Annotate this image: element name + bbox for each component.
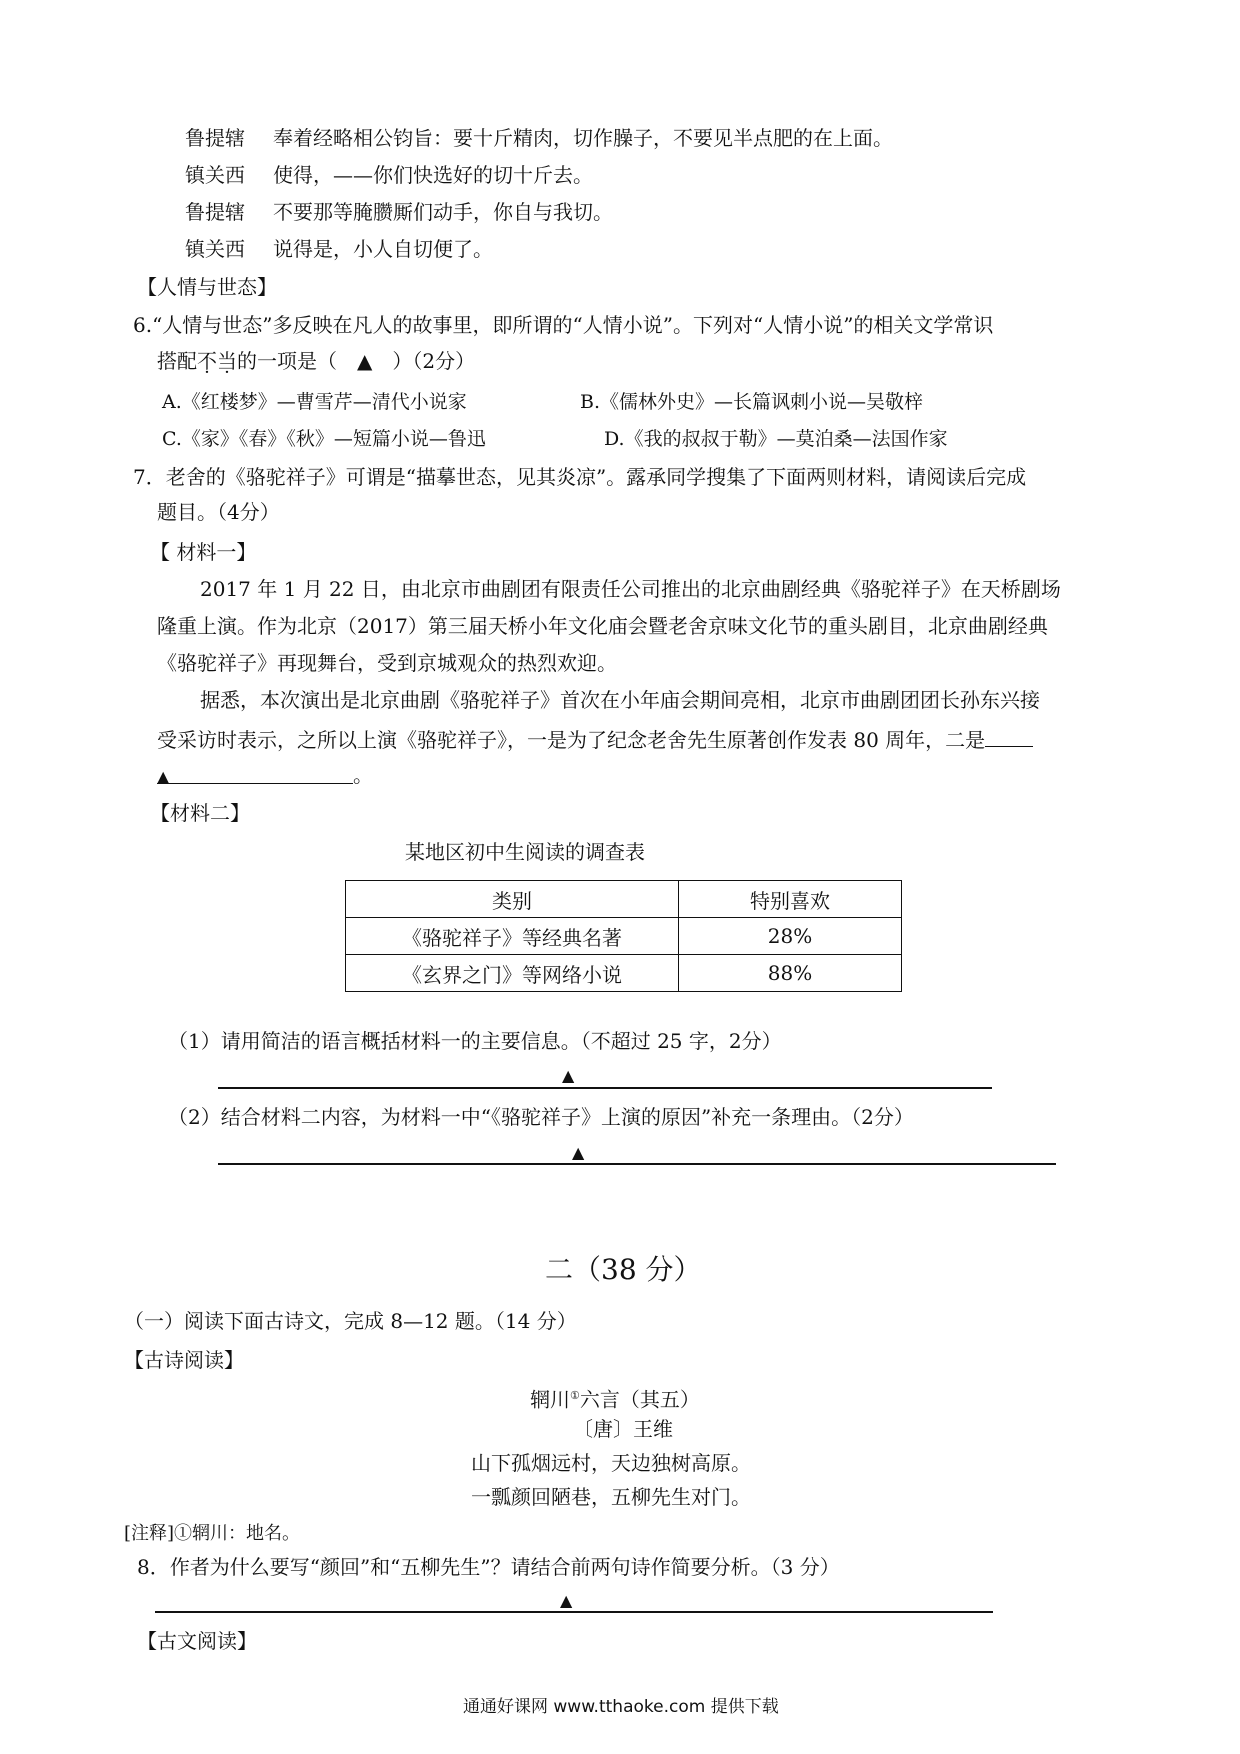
sub-question-2: （2）结合材料二内容，为材料一中“《骆驼祥子》上演的原因”补充一条理由。（2分） [168,1105,914,1129]
table-header-cell: 特别喜欢 [679,881,902,918]
answer-line-3[interactable] [155,1611,993,1613]
section-heading-renqing: 【人情与世态】 [137,275,277,299]
table-row [346,918,902,955]
table-row [346,955,902,992]
poem-author: 〔唐〕王维 [573,1417,673,1441]
material-1-para-2-line-3 [157,761,373,789]
poem-title-text-b: 六言（其五） [579,1387,700,1412]
question-6-line-1: 6.“人情与世态”多反映在凡人的故事里，即所谓的“人情小说”。下列对“人情小说”的相关文学常识 [133,313,994,337]
poem-title [530,1382,700,1414]
answer-blank[interactable] [985,724,1033,747]
answer-triangle-3: ▲ [560,1591,573,1610]
option-d: D.《我的叔叔于勒》—莫泊桑—法国作家 [604,428,948,450]
table-cell: 88% [679,955,902,992]
dialogue-line-3 [185,198,613,226]
poem-title-text-a: 辋川 [530,1387,570,1412]
dialogue-line-1 [185,124,893,152]
poem-line-1: 山下孤烟远村，天边独树高原。 [471,1451,751,1475]
dialogue-line-4 [185,235,493,263]
question-6-line-2 [157,347,475,375]
triangle-marker: ▲ [157,767,170,786]
dialogue-text: 不要那等腌臜厮们动手，你自与我切。 [273,200,613,224]
speaker: 镇关西 [185,237,245,261]
part-2-intro: （一）阅读下面古诗文，完成 8—12 题。（14 分） [124,1309,577,1333]
material-1-para-1-line-2: 隆重上演。作为北京（2017）第三届天桥小年文化庙会暨老舍京味文化节的重头剧目，北京曲剧经典 [157,614,1048,638]
para-text: 受采访时表示，之所以上演《骆驼祥子》，一是为了纪念老舍先生原著创作发表 80 周年，二是 [157,728,986,752]
table-header-cell: 类别 [346,881,679,918]
poem-note: [注释]①辋川：地名。 [124,1523,301,1544]
question-7-line-2: 题目。（4分） [157,500,280,524]
dialogue-text: 奉着经略相公钧旨：要十斤精肉，切作臊子，不要见半点肥的在上面。 [273,126,893,150]
dialogue-line-2 [185,161,593,189]
page-footer: 通通好课网 www.tthaoke.com 提供下载 [463,1697,779,1717]
table-cell: 《玄界之门》等网络小说 [346,955,679,992]
emphasis-char-dang: 当 [217,349,237,373]
speaker: 鲁提辖 [185,126,245,150]
q6-text-pre: 搭配 [157,349,197,373]
option-a: A.《红楼梦》—曹雪芹—清代小说家 [162,391,467,413]
answer-triangle-2: ▲ [572,1143,585,1162]
question-7-line-1: 7．老舍的《骆驼祥子》可谓是“描摹世态，见其炎凉”。露承同学搜集了下面两则材料，请阅读后完成 [133,465,1027,489]
material-1-label: 【 材料一】 [150,540,257,564]
period: 。 [353,763,373,787]
section-heading-poem: 【古诗阅读】 [124,1348,244,1372]
table-cell: 28% [679,918,902,955]
material-1-para-2-line-1: 据悉，本次演出是北京曲剧《骆驼祥子》首次在小年庙会期间亮相，北京市曲剧团团长孙东兴接 [200,688,1040,712]
option-b: B.《儒林外史》—长篇讽刺小说—吴敬梓 [580,391,924,413]
answer-triangle-1: ▲ [562,1066,575,1085]
answer-blank-triangle[interactable] [157,761,353,784]
footnote-marker: ① [570,1389,580,1402]
survey-table [345,880,902,992]
speaker: 镇关西 [185,163,245,187]
table-title: 某地区初中生阅读的调查表 [405,840,645,864]
option-c: C.《家》《春》《秋》—短篇小说—鲁迅 [162,428,486,450]
part-2-heading: 二（38 分） [545,1253,702,1286]
answer-line-2[interactable] [218,1163,1056,1165]
emphasis-char-bu: 不 [197,349,217,373]
table-header-row [346,881,902,918]
table-cell: 《骆驼祥子》等经典名著 [346,918,679,955]
dialogue-text: 使得，——你们快选好的切十斤去。 [273,163,593,187]
speaker: 鲁提辖 [185,200,245,224]
question-8: 8．作者为什么要写“颜回”和“五柳先生”？请结合前两句诗作简要分析。（3 分） [137,1555,840,1579]
section-heading-prose: 【古文阅读】 [137,1629,257,1653]
poem-line-2: 一瓢颜回陋巷，五柳先生对门。 [471,1485,751,1509]
material-1-para-2-line-2 [157,724,1033,754]
answer-line-1[interactable] [218,1087,992,1089]
material-1-para-1-line-1: 2017 年 1 月 22 日，由北京市曲剧团有限责任公司推出的北京曲剧经典《骆驼祥子》在天桥剧场 [200,577,1061,601]
q6-text-post: 的一项是（ ▲ ）（2分） [237,349,476,373]
dialogue-text: 说得是，小人自切便了。 [273,237,493,261]
material-1-para-1-line-3: 《骆驼祥子》再现舞台，受到京城观众的热烈欢迎。 [157,651,617,675]
material-2-label: 【材料二】 [150,801,250,825]
sub-question-1: （1）请用简洁的语言概括材料一的主要信息。（不超过 25 字，2分） [168,1029,782,1053]
